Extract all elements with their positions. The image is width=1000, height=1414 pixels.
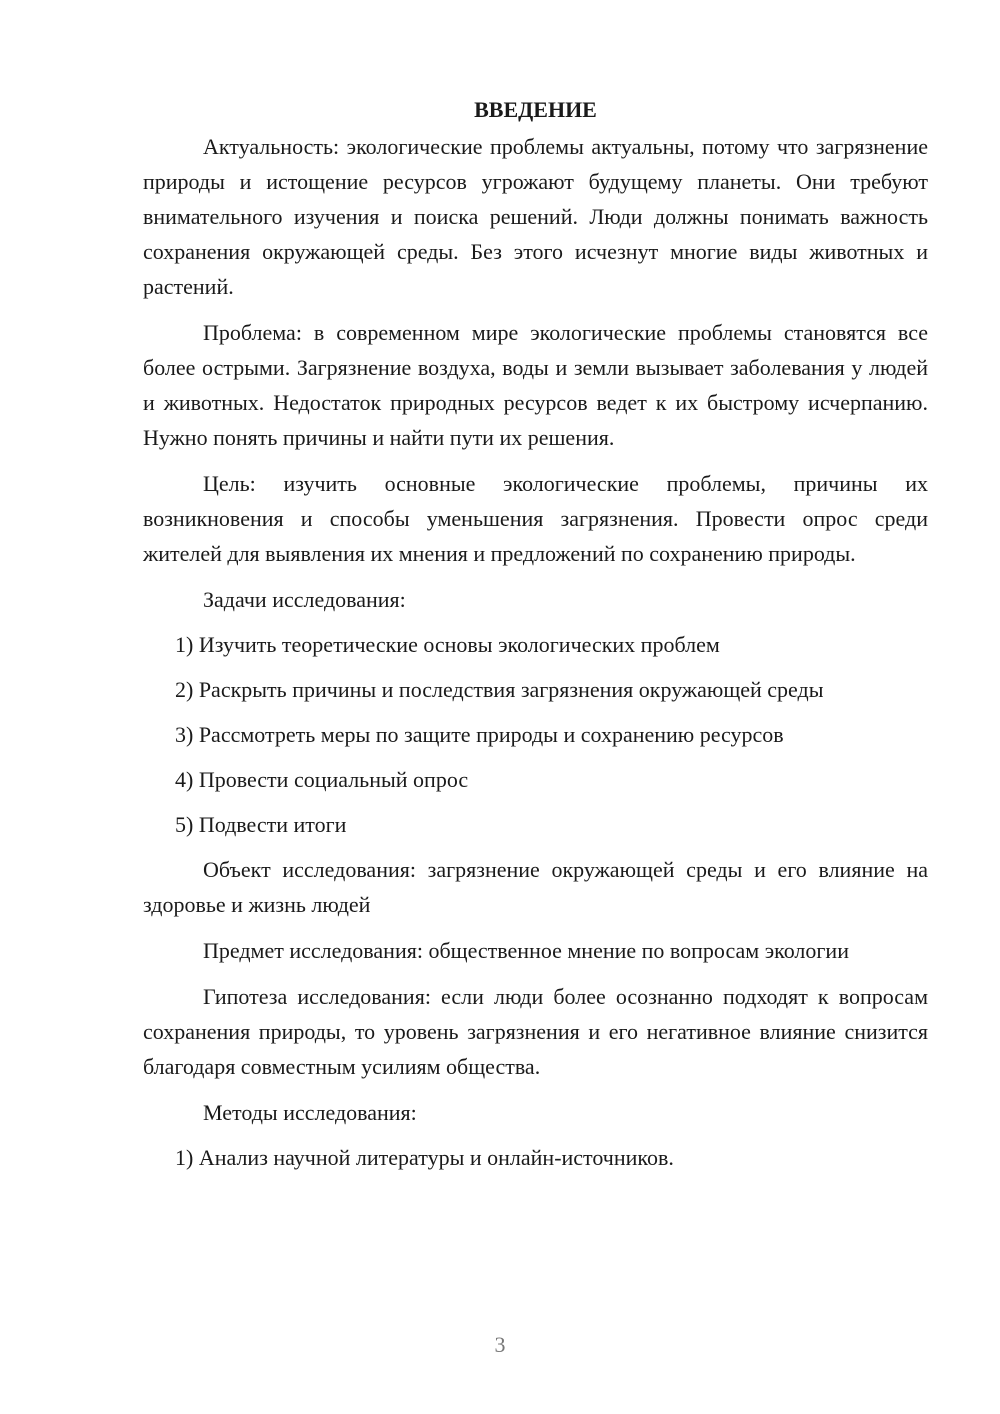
task-item: 2) Раскрыть причины и последствия загрязнения окружающей среды [175,677,824,702]
document-page [143,92,928,1185]
task-item: 3) Рассмотреть меры по защите природы и сохранению ресурсов [175,722,784,747]
subject-paragraph: Предмет исследования: общественное мнение по вопросам экологии [203,938,849,963]
problem-paragraph: Проблема: в современном мире экологические проблемы становятся все более острыми. Загрязнение воздуха, воды и земли вызывает заболевания у людей и животных. Недостаток природных ресурсов ведет к их быстрому исчерпанию. Нужно понять причины и найти пути их решения. [143,320,928,450]
object-paragraph: Объект исследования: загрязнение окружающей среды и его влияние на здоровье и жизнь людей [143,857,928,917]
task-item: 4) Провести социальный опрос [175,767,469,792]
goal-paragraph: Цель: изучить основные экологические проблемы, причины их возникновения и способы уменьшения загрязнения. Провести опрос среди жителей для выявления их мнения и предложений по сохранению природы. [143,471,928,566]
task-item: 5) Подвести итоги [175,812,347,837]
section-title: ВВЕДЕНИЕ [474,97,597,122]
page-number: 3 [494,1332,506,1357]
method-item: 1) Анализ научной литературы и онлайн-источников. [175,1145,674,1170]
tasks-heading: Задачи исследования: [203,587,406,612]
methods-heading: Методы исследования: [203,1100,417,1125]
relevance-paragraph: Актуальность: экологические проблемы актуальны, потому что загрязнение природы и истощение ресурсов угрожают будущему планеты. Они требуют внимательного изучения и поиска решений. Люди должны понимать важность сохранения окружающей среды. Без этого исчезнут многие виды животных и растений. [143,134,928,299]
hypothesis-paragraph: Гипотеза исследования: если люди более осознанно подходят к вопросам сохранения природы, то уровень загрязнения и его негативное влияние снизится благодаря совместным усилиям общества. [143,984,928,1079]
task-item: 1) Изучить теоретические основы экологических проблем [175,632,720,657]
